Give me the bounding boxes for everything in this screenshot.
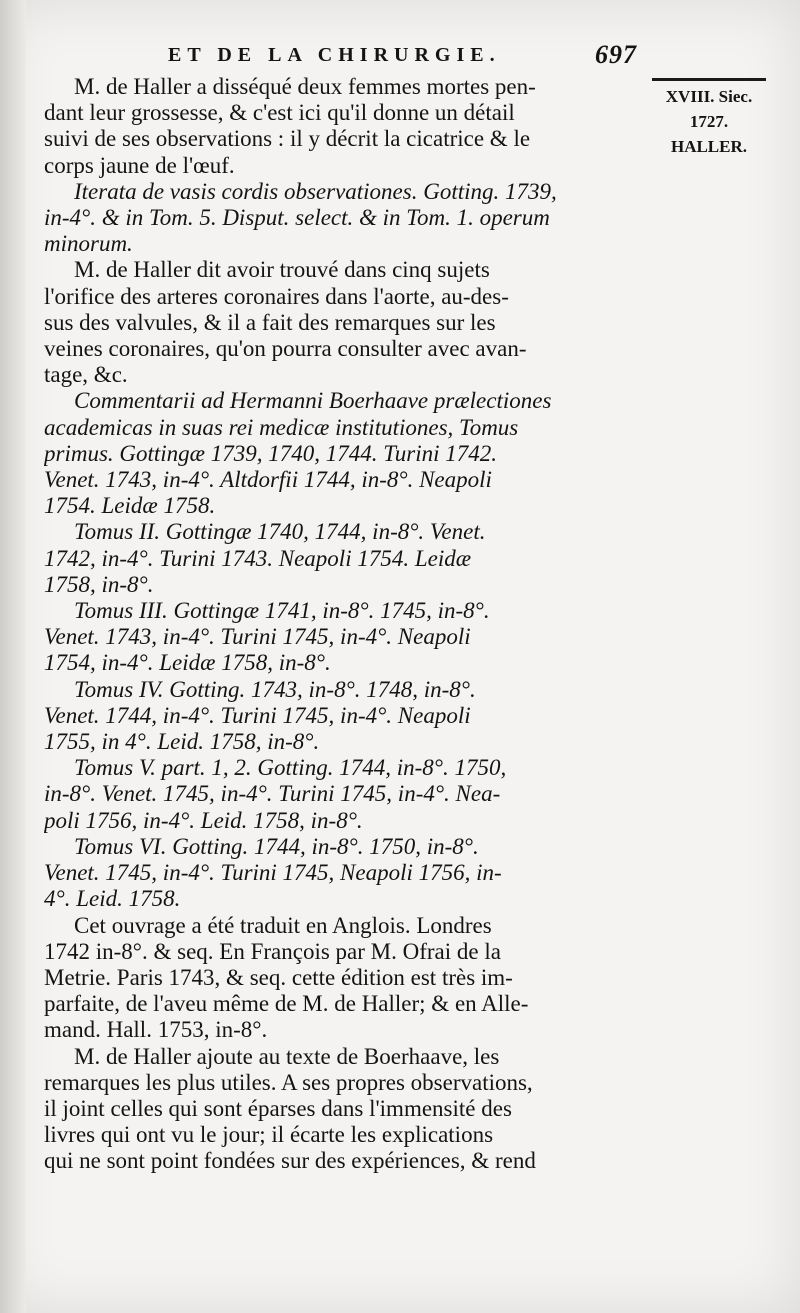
text-line: veines coronaires, qu'on pourra consulter avec avan- — [44, 336, 527, 362]
text-line: 1754, in-4°. Leidæ 1758, in-8°. — [44, 650, 331, 676]
paragraph — [44, 1044, 646, 1175]
text-line: poli 1756, in-4°. Leid. 1758, in-8°. — [44, 807, 363, 833]
text-line: in-8°. Venet. 1745, in-4°. Turini 1745, in-4°. Nea- — [44, 781, 501, 807]
text-line: Tomus V. part. 1, 2. Gotting. 1744, in-8°. 1750, — [74, 755, 507, 781]
text-line: dant leur grossesse, & c'est ici qu'il donne un détail — [44, 100, 515, 126]
text-line: Venet. 1743, in-4°. Turini 1745, in-4°. Neapoli — [44, 624, 471, 650]
text-line: qui ne sont point fondées sur des expériences, & rend — [44, 1148, 536, 1174]
text-line: Tomus II. Gottingæ 1740, 1744, in-8°. Venet. — [74, 519, 486, 545]
text-line: 1742, in-4°. Turini 1743. Neapoli 1754. Leidæ — [44, 545, 472, 571]
paragraph — [44, 677, 646, 756]
text-line: l'orifice des arteres coronaires dans l'aorte, au-des- — [44, 283, 509, 309]
text-line: Metrie. Paris 1743, & seq. cette édition est très im- — [44, 964, 513, 990]
margin-note-century: XVIII. Siec. — [665, 87, 753, 106]
text-line: livres qui ont vu le jour; il écarte les explications — [44, 1122, 494, 1148]
text-line: remarques les plus utiles. A ses propres observations, — [44, 1069, 533, 1095]
text-line: Tomus VI. Gotting. 1744, in-8°. 1750, in-8°. — [74, 833, 479, 859]
text-line: 1742 in-8°. & seq. En François par M. Ofrai de la — [44, 938, 501, 964]
page-gutter — [0, 0, 26, 1313]
text-line: Tomus IV. Gotting. 1743, in-8°. 1748, in-8°. — [74, 676, 476, 702]
text-line: M. de Haller a disséqué deux femmes mortes pen- — [74, 74, 536, 99]
page-body — [44, 74, 646, 1175]
paragraph — [44, 179, 646, 258]
text-line: mand. Hall. 1753, in-8°. — [44, 1017, 268, 1043]
paragraph — [44, 755, 646, 834]
text-line: 4°. Leid. 1758. — [44, 886, 181, 912]
paragraph — [44, 834, 646, 913]
text-line: 1758, in-8°. — [44, 571, 154, 597]
text-line: primus. Gottingæ 1739, 1740, 1744. Turini 1742. — [44, 440, 498, 466]
margin-note-year: 1727. — [689, 112, 729, 131]
text-line: Commentarii ad Hermanni Boerhaave prælectiones — [74, 388, 552, 414]
text-line: Venet. 1743, in-4°. Altdorfii 1744, in-8°. Neapoli — [44, 467, 492, 493]
text-line: tage, &c. — [44, 362, 128, 388]
margin-note-author: HALLER. — [670, 137, 748, 156]
text-line: M. de Haller dit avoir trouvé dans cinq sujets — [74, 257, 490, 283]
paragraph — [44, 913, 646, 1044]
text-line: Cet ouvrage a été traduit en Anglois. Londres — [74, 912, 492, 938]
text-line: suivi de ses observations : il y décrit la cicatrice & le — [44, 126, 531, 152]
margin-rule — [652, 78, 766, 81]
text-line: 1754. Leidæ 1758. — [44, 493, 216, 519]
margin-notes — [634, 84, 784, 159]
text-line: sus des valvules, & il a fait des remarques sur les — [44, 309, 496, 335]
running-title: ET DE LA CHIRURGIE. — [168, 44, 501, 66]
text-line: Venet. 1744, in-4°. Turini 1745, in-4°. Neapoli — [44, 702, 471, 728]
text-line: parfaite, de l'aveu même de M. de Haller; & en Alle- — [44, 991, 529, 1017]
text-line: academicas in suas rei medicæ institutiones, Tomus — [44, 414, 519, 440]
text-line: corps jaune de l'œuf. — [44, 152, 235, 178]
paragraph — [44, 519, 646, 598]
text-line: Tomus III. Gottingæ 1741, in-8°. 1745, in-8°. — [74, 598, 490, 624]
text-line: in-4°. & in Tom. 5. Disput. select. & in Tom. 1. operum — [44, 205, 550, 231]
text-line: 1755, in 4°. Leid. 1758, in-8°. — [44, 729, 320, 755]
paragraph — [44, 598, 646, 677]
paragraph — [44, 388, 646, 519]
text-line: minorum. — [44, 231, 133, 257]
paragraph — [44, 257, 646, 388]
paragraph — [44, 74, 646, 179]
page-header — [150, 40, 650, 70]
page-number: 697 — [595, 40, 637, 69]
text-line: il joint celles qui sont éparses dans l'immensité des — [44, 1095, 512, 1121]
text-line: M. de Haller ajoute au texte de Boerhaave, les — [74, 1043, 500, 1069]
text-line: Iterata de vasis cordis observationes. Gotting. 1739, — [74, 178, 557, 204]
text-line: Venet. 1745, in-4°. Turini 1745, Neapoli 1756, in- — [44, 860, 502, 886]
